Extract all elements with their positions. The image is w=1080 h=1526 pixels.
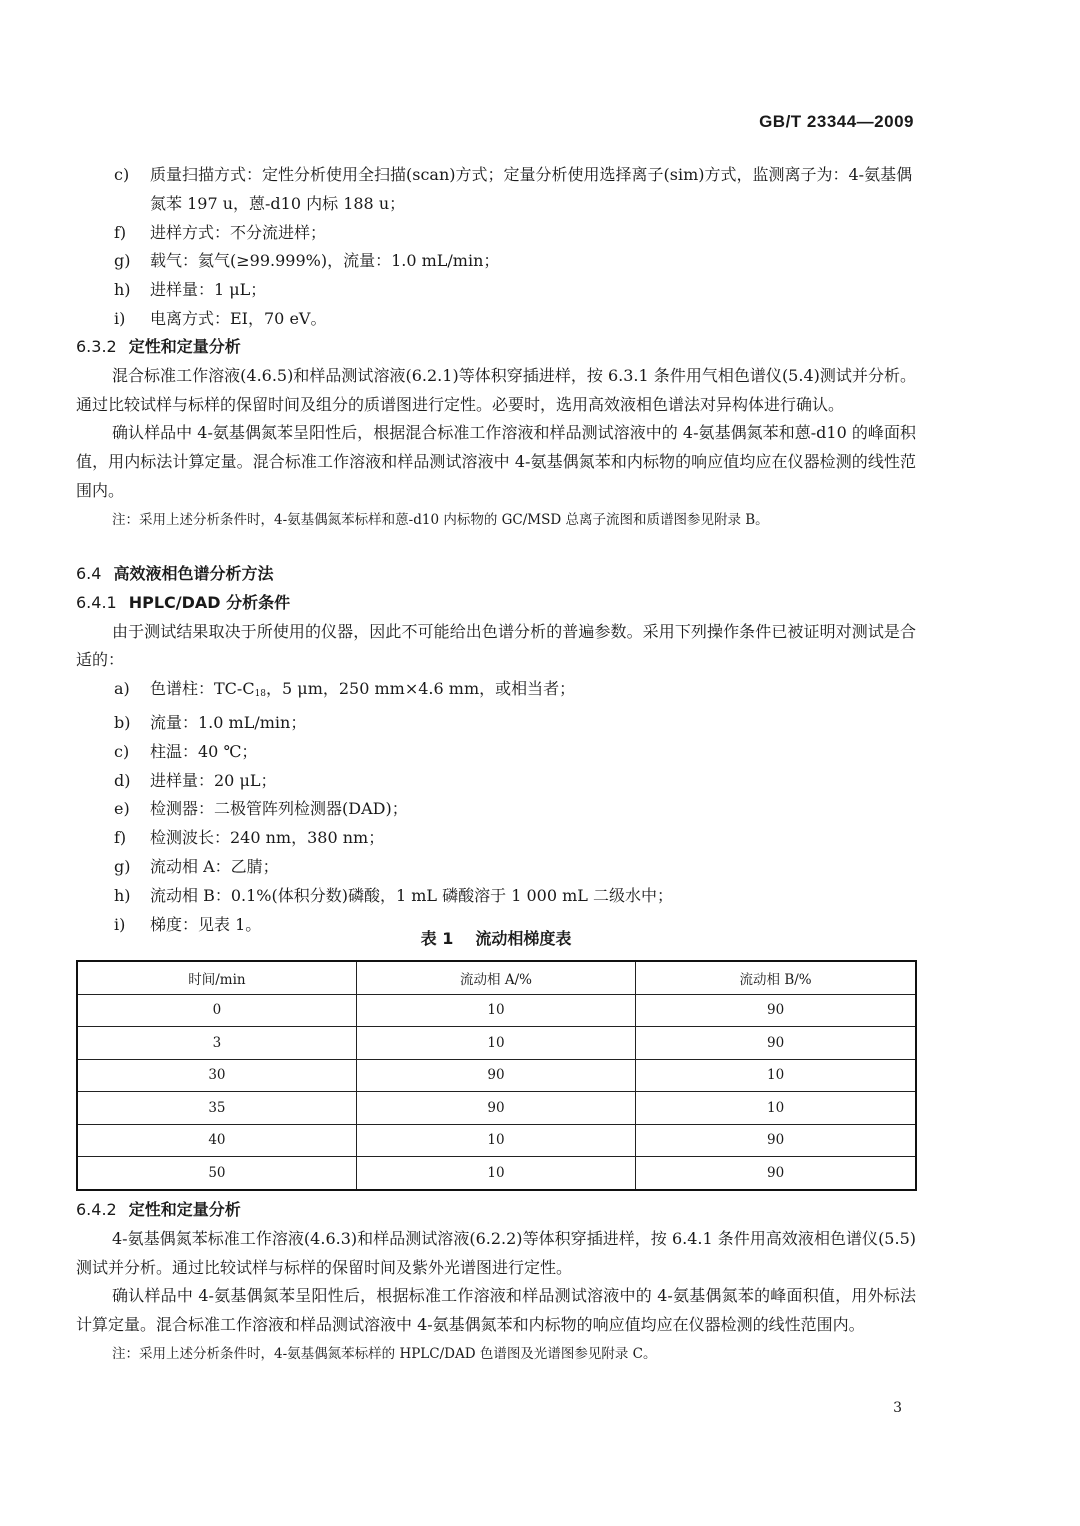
note: 注：采用上述分析条件时，4-氨基偶氮苯标样和蒽-d10 内标物的 GC/MSD 总离子流图和质谱图参见附录 B。 [112, 511, 769, 528]
section-heading: 6.4 高效液相色谱分析方法 [76, 564, 274, 583]
list-item: h) 流动相 B：0.1%(体积分数)磷酸，1 mL 磷酸溶于 1 000 mL 二级水中； [114, 885, 673, 905]
list-item: c) 柱温：40 ℃； [114, 741, 258, 761]
table-cell: 10 [356, 1124, 635, 1157]
list-item: c) 质量扫描方式：定性分析使用全扫描(scan)方式；定量分析使用选择离子(sim)方式，监测离子为：4-氨基偶氮苯 197 u，蒽-d10 内标 188 u； [114, 165, 913, 213]
table-cell: 3 [77, 1027, 356, 1060]
table-header-cell: 流动相 A/% [356, 961, 635, 994]
list-item: a) 色谱柱：$TC-C_{18}$，5 μm，250 mm×4.6 mm，或相当者； [114, 679, 576, 700]
paragraph: 确认样品中 4-氨基偶氮苯呈阳性后，根据混合标准工作溶液和样品测试溶液中的 4-氨基偶氮苯和蒽-d10 的峰面积值，用内标法计算定量。混合标准工作溶液和样品测试溶液中 4-氨基偶氮苯和内标物的响应值均应在仪器检测的线性范围内。 [76, 423, 916, 500]
list-item: f) 检测波长：240 nm，380 nm； [114, 828, 385, 848]
table-cell: 0 [77, 994, 356, 1027]
list-item: h) 进样量：1 μL； [114, 280, 267, 300]
list-item: g) 载气：氦气(≥99.999%)，流量：1.0 mL/min； [114, 251, 500, 271]
table-cell: 10 [356, 1027, 635, 1060]
table-row [77, 1059, 916, 1092]
section-heading: 6.4.1 HPLC/DAD 分析条件 [76, 592, 291, 612]
section-6-4-2 [76, 1196, 916, 1369]
table-cell: 90 [356, 1059, 635, 1092]
table-cell: 40 [77, 1124, 356, 1157]
table-cell: 90 [636, 994, 916, 1027]
table-cell: 10 [356, 994, 635, 1027]
paragraph: 混合标准工作溶液(4.6.5)和样品测试溶液(6.2.1)等体积穿插进样，按 6.3.1 条件用气相色谱仪(5.4)测试并分析。通过比较试样与标样的保留时间及组分的质谱图进行定性。必要时，选用高效液相色谱法对异构体进行确认。 [76, 365, 916, 414]
table-row [77, 1157, 916, 1190]
list-item: i) 电离方式：EI，70 eV。 [114, 308, 327, 328]
table-cell: 90 [636, 1027, 916, 1060]
section-heading: 6.3.2 定性和定量分析 [76, 337, 241, 356]
table-title: 表 1 流动相梯度表 [420, 929, 572, 948]
table-header-row [77, 961, 916, 994]
table-cell: 35 [77, 1092, 356, 1125]
table-header-cell: 时间/min [77, 961, 356, 994]
paragraph: 确认样品中 4-氨基偶氮苯呈阳性后，根据标准工作溶液和样品测试溶液中的 4-氨基偶氮苯的峰面积值，用外标法计算定量。混合标准工作溶液和样品测试溶液中 4-氨基偶氮苯和内标物的响应值均应在仪器检测的线性范围内。 [76, 1286, 916, 1335]
gcms-conditions-list [76, 161, 916, 334]
table-row [77, 1092, 916, 1125]
table-cell: 10 [356, 1157, 635, 1190]
list-item: d) 进样量：20 μL； [114, 770, 277, 790]
section-heading: 6.4.2 定性和定量分析 [76, 1200, 241, 1219]
table-cell: 10 [636, 1092, 916, 1125]
paragraph: 由于测试结果取决于所使用的仪器，因此不可能给出色谱分析的普遍参数。采用下列操作条件已被证明对测试是合适的： [76, 621, 916, 670]
list-item: i) 梯度：见表 1。 [114, 914, 262, 934]
list-item: b) 流量：1.0 mL/min； [114, 712, 307, 732]
table-row [77, 994, 916, 1027]
list-item: e) 检测器：二极管阵列检测器(DAD)； [114, 799, 408, 819]
table-header-cell: 流动相 B/% [636, 961, 916, 994]
table-cell: 90 [636, 1157, 916, 1190]
table-cell: 30 [77, 1059, 356, 1092]
section-6-3-2 [76, 333, 916, 535]
table-cell: 10 [636, 1059, 916, 1092]
list-item: f) 进样方式：不分流进样； [114, 222, 327, 242]
table-cell: 90 [636, 1124, 916, 1157]
table-row [77, 1027, 916, 1060]
paragraph: 4-氨基偶氮苯标准工作溶液(4.6.3)和样品测试溶液(6.2.2)等体积穿插进样，按 6.4.1 条件用高效液相色谱仪(5.5)测试并分析。通过比较试样与标样的保留时间及紫外光谱图进行定性。 [76, 1228, 916, 1277]
standard-number: GB/T 23344—2009 [759, 112, 914, 131]
page-number: 3 [893, 1400, 902, 1416]
table-row [77, 1124, 916, 1157]
gradient-table [76, 960, 917, 1191]
list-item: g) 流动相 A：乙腈； [114, 856, 279, 876]
section-6-4 [76, 560, 916, 939]
table-cell: 50 [77, 1157, 356, 1190]
note: 注：采用上述分析条件时，4-氨基偶氮苯标样的 HPLC/DAD 色谱图及光谱图参见附录 C。 [112, 1345, 657, 1362]
table-cell: 90 [356, 1092, 635, 1125]
